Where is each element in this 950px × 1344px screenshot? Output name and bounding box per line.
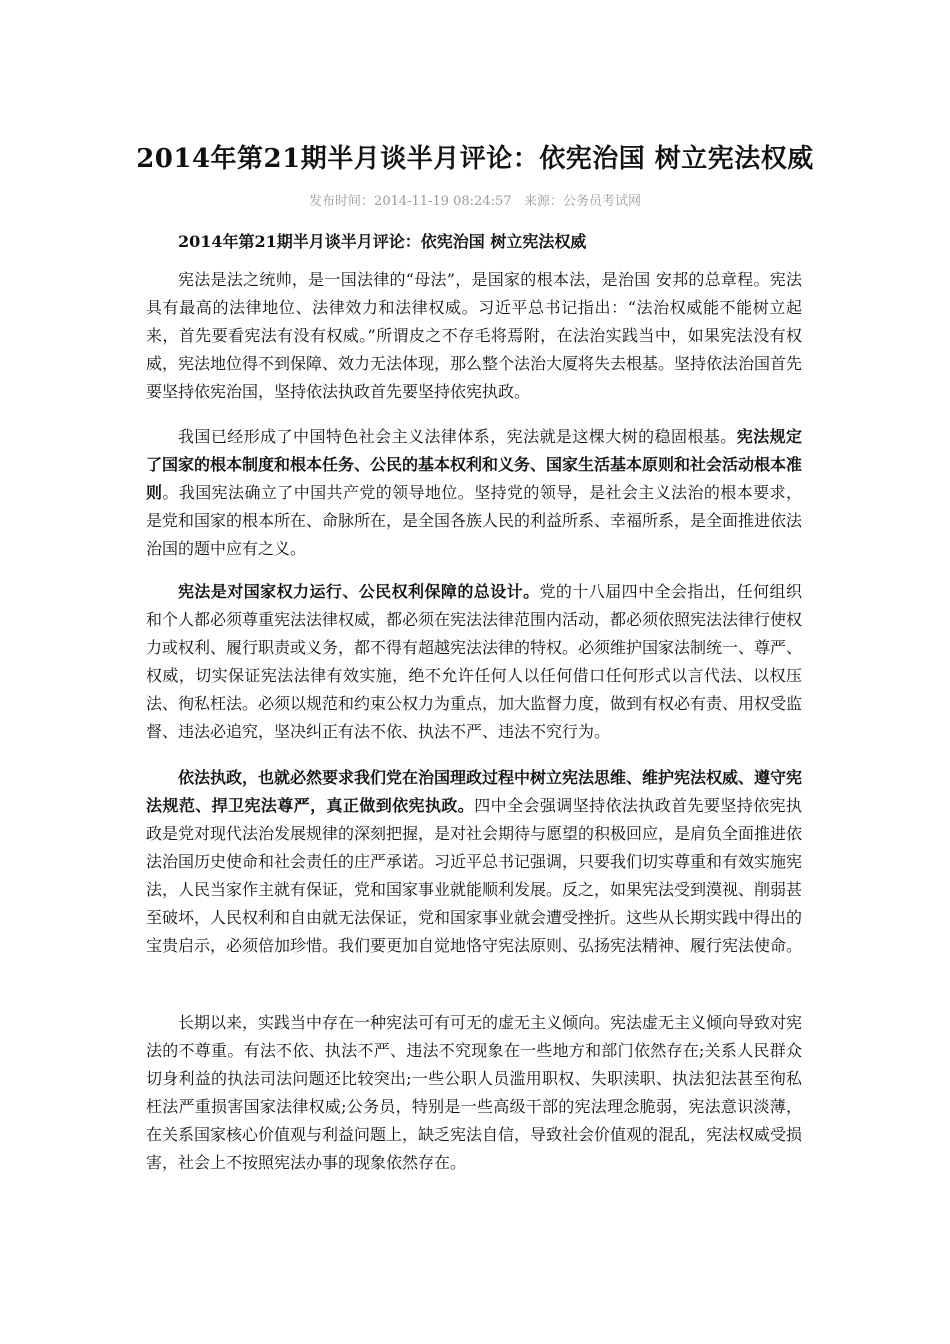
paragraph-3: [146, 578, 802, 746]
source-name: 公务员考试网: [562, 194, 641, 209]
publish-time: 2014-11-19 08:24:57: [374, 194, 512, 209]
paragraph-4-bold: 依法执政，也就必然要求我们党在治国理政过程中树立宪法思维、维护宪法权威、遵守宪法规范、捍卫宪法尊严，真正做到依宪执政。: [146, 768, 803, 815]
paragraph-2-text-a: 我国已经形成了中国特色社会主义法律体系，宪法就是这棵大树的稳固根基。: [178, 427, 737, 446]
source-label: 来源：: [523, 194, 563, 209]
publish-time-label: 发布时间：: [309, 194, 375, 209]
paragraph-5: 长期以来，实践当中存在一种宪法可有可无的虚无主义倾向。宪法虚无主义倾向导致对宪法的不尊重。有法不依、执法不严、违法不究现象在一些地方和部门依然存在;关系人民群众切身利益的执法司法问题还比较突出;一些公职人员滥用职权、失职渎职、执法犯法甚至徇私枉法严重损害国家法律权威;公务员，特别是一些高级干部的宪法理念脆弱，宪法意识淡薄，在关系国家核心价值观与利益问题上，缺乏宪法自信，导致社会价值观的混乱，宪法权威受损害，社会上不按照宪法办事的现象依然存在。: [146, 1013, 803, 1172]
paragraph-2-text-c: 。我国宪法确立了中国共产党的领导地位。坚持党的领导，是社会主义法治的根本要求，是党和国家的根本所在、命脉所在，是全国各族人民的利益所系、幸福所系，是全面推进依法治国的题中应有之义。: [146, 483, 803, 558]
paragraph-1: 宪法是法之统帅，是一国法律的“母法”，是国家的根本法，是治国 安邦的总章程。宪法具有最高的法律地位、法律效力和法律权威。习近平总书记指出：“法治权威能不能树立起来，首先要看宪法有没有权威。”所谓皮之不存毛将焉附，在法治实践当中，如果宪法没有权威，宪法地位得不到保障、效力无法体现，那么整个法治大厦将失去根基。坚持依法治国首先要坚持依宪治国，坚持依法执政首先要坚持依宪执政。: [146, 270, 803, 401]
article-meta: [0, 190, 950, 209]
paragraph-3-bold: 宪法是对国家权力运行、公民权利保障的总设计。: [178, 582, 540, 601]
article-subtitle: 2014年第21期半月谈半月评论：依宪治国 树立宪法权威: [178, 232, 587, 251]
paragraph-3-text: 党的十八届四中全会指出，任何组织和个人都必须尊重宪法法律权威，都必须在宪法法律范围内活动，都必须依照宪法法律行使权力或权利、履行职责或义务，都不得有超越宪法法律的特权。必须维护国家法制统一、尊严、权威，切实保证宪法法律有效实施，绝不允许任何人以任何借口任何形式以言代法、以权压法、徇私枉法。必须以规范和约束公权力为重点，加大监督力度，做到有权必有责、用权受监督、违法必追究，坚决纠正有法不依、执法不严、违法不究行为。: [146, 582, 803, 741]
paragraph-4: [146, 764, 802, 960]
paragraph-2: [146, 423, 802, 563]
paragraph-2-bold: 宪法规定了国家的根本制度和根本任务、公民的基本权利和义务、国家生活基本原则和社会活动根本准则: [146, 427, 803, 502]
paragraph-4-text: 四中全会强调坚持依法执政首先要坚持依宪执政是党对现代法治发展规律的深刻把握，是对社会期待与愿望的积极回应，是肩负全面推进依法治国历史使命和社会责任的庄严承诺。习近平总书记强调，只要我们切实尊重和有效实施宪法，人民当家作主就有保证，党和国家事业就能顺利发展。反之，如果宪法受到漠视、削弱甚至破坏，人民权利和自由就无法保证，党和国家事业就会遭受挫折。这些从长期实践中得出的宝贵启示，必须倍加珍惜。我们要更加自觉地恪守宪法原则、弘扬宪法精神、履行宪法使命。: [146, 796, 803, 955]
article-title: 2014年第21期半月谈半月评论：依宪治国 树立宪法权威: [136, 144, 814, 174]
